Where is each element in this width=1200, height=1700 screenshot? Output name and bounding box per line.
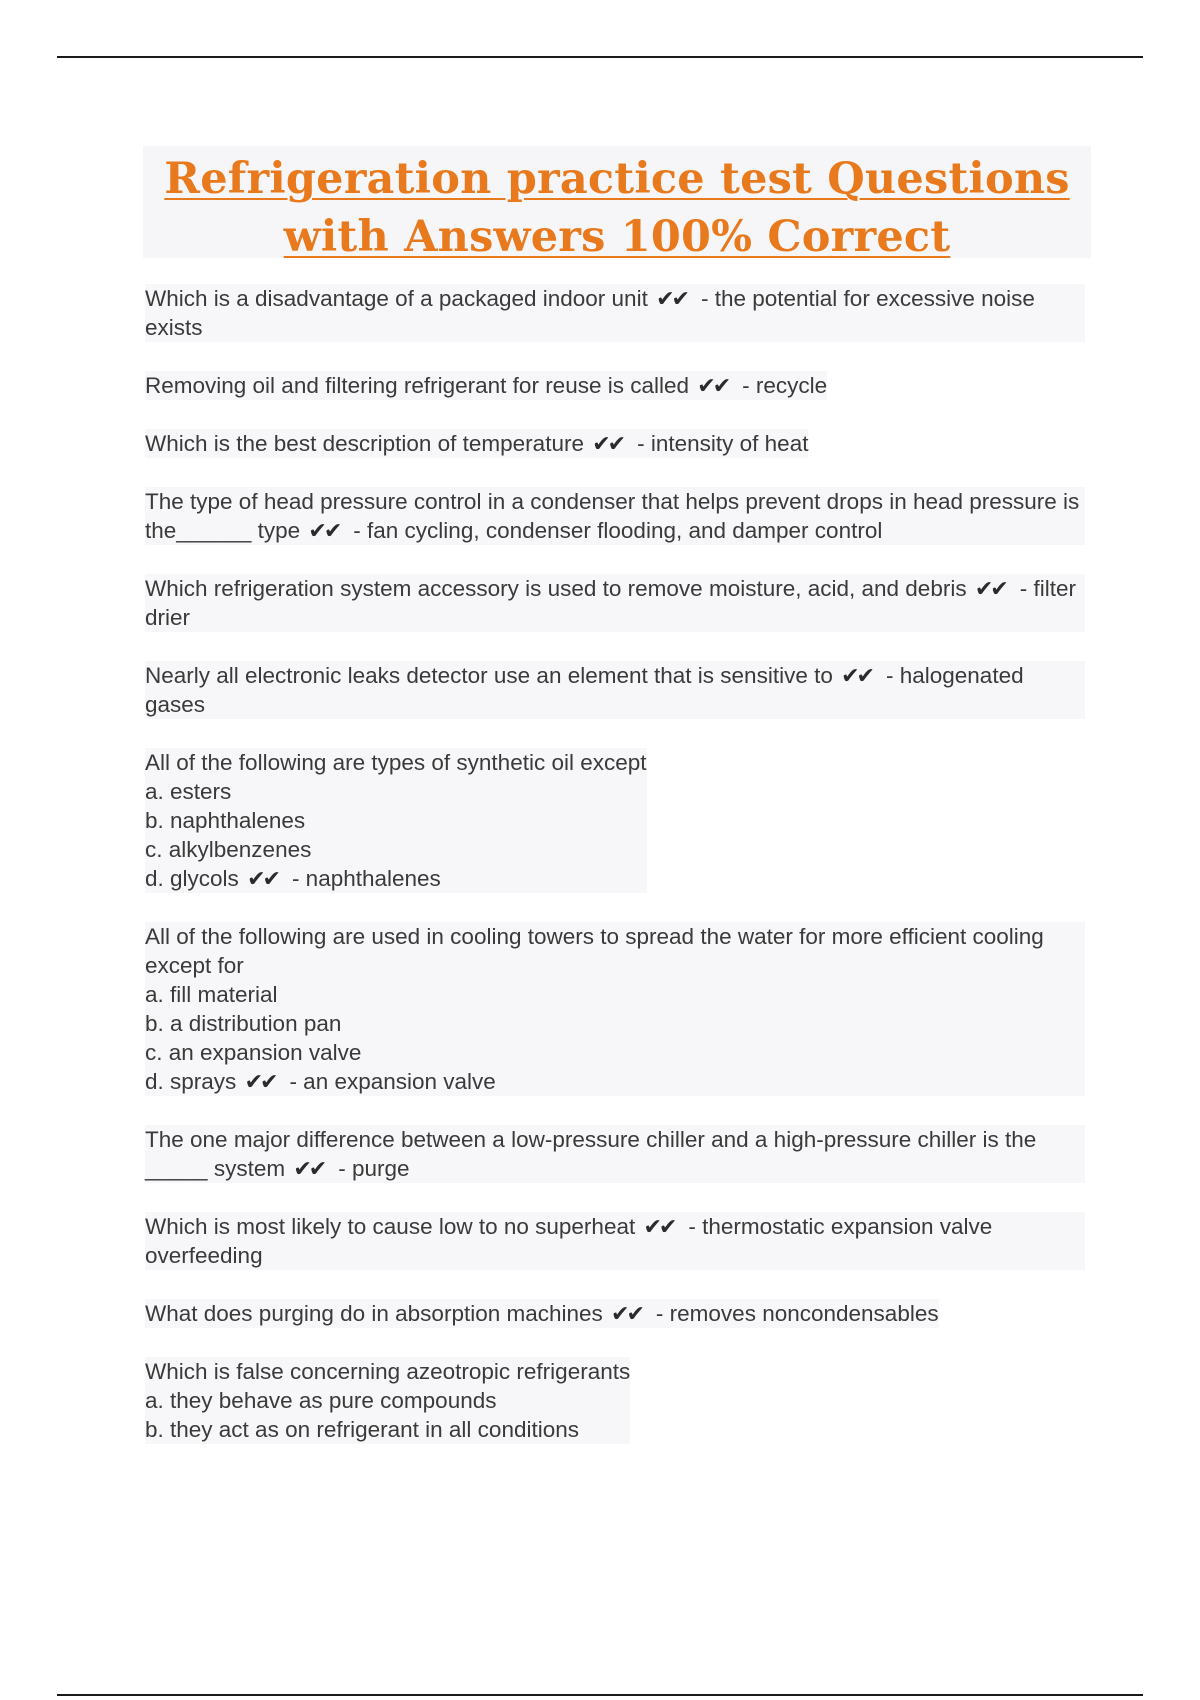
header-rule — [57, 56, 1143, 58]
double-check-mark-icon: ✔✔ — [592, 431, 624, 456]
question-label: What does purging do in absorption machines — [145, 1301, 603, 1326]
qa-item — [145, 661, 1085, 719]
option-text — [145, 1067, 1085, 1096]
answer-text: - intensity of heat — [637, 431, 809, 456]
question-label: Removing oil and filtering refrigerant for reuse is called — [145, 373, 690, 398]
qa-item — [145, 371, 827, 400]
qa-item — [145, 1125, 1085, 1183]
qa-item — [145, 574, 1085, 632]
option-label: d. glycols — [145, 866, 239, 891]
option-text — [145, 1038, 1085, 1067]
option-text — [145, 980, 1085, 1009]
title-banner — [143, 146, 1091, 262]
question-text — [145, 748, 647, 777]
qa-item — [145, 284, 1085, 342]
double-check-mark-icon: ✔✔ — [841, 663, 872, 688]
option-label: a. they behave as pure compounds — [145, 1388, 497, 1413]
answer-text: - halogenated gases — [145, 663, 1024, 717]
answer-text: - thermostatic expansion valve overfeeding — [145, 1214, 993, 1268]
answer-text: - removes noncondensables — [655, 1301, 939, 1326]
option-label: a. esters — [145, 779, 232, 804]
option-text — [145, 1386, 630, 1415]
qa-item — [145, 487, 1085, 545]
option-label: d. sprays — [145, 1069, 237, 1094]
question-label: Which refrigeration system accessory is used to remove moisture, acid, and debris — [145, 576, 967, 601]
qa-item — [145, 1357, 630, 1444]
question-label: All of the following are used in cooling towers to spread the water for more efficient cooling except for — [145, 924, 1044, 978]
question-text — [145, 429, 808, 458]
question-text — [145, 922, 1085, 980]
question-list — [145, 284, 1085, 1473]
double-check-mark-icon: ✔✔ — [643, 1214, 675, 1239]
double-check-mark-icon: ✔✔ — [247, 866, 278, 891]
option-label: b. they act as on refrigerant in all conditions — [145, 1417, 579, 1442]
option-label: b. a distribution pan — [145, 1011, 342, 1036]
double-check-mark-icon: ✔✔ — [293, 1156, 325, 1181]
question-text — [145, 574, 1085, 632]
qa-item — [145, 922, 1085, 1096]
qa-item — [145, 1299, 939, 1328]
question-text — [145, 1212, 1085, 1270]
qa-item — [145, 1212, 1085, 1270]
title-line-2: with Answers 100% Correct — [283, 212, 951, 262]
option-text — [145, 1009, 1085, 1038]
option-text — [145, 806, 647, 835]
title-line-1: Refrigeration practice test Questions — [164, 154, 1070, 204]
question-label: Which is the best description of temperature — [145, 431, 584, 456]
double-check-mark-icon: ✔✔ — [244, 1069, 276, 1094]
option-text — [145, 777, 647, 806]
option-text — [145, 835, 647, 864]
question-text — [145, 487, 1085, 545]
question-text — [145, 371, 827, 400]
option-label: c. alkylbenzenes — [145, 837, 312, 862]
answer-text: - filter drier — [145, 576, 1076, 630]
double-check-mark-icon: ✔✔ — [611, 1301, 642, 1326]
option-label: c. an expansion valve — [145, 1040, 362, 1065]
question-label: Which is false concerning azeotropic refrigerants — [145, 1359, 631, 1384]
option-label: b. naphthalenes — [145, 808, 306, 833]
answer-text: - the potential for excessive noise exists — [145, 286, 1035, 340]
option-text — [145, 864, 647, 893]
question-text — [145, 661, 1085, 719]
question-text — [145, 1357, 630, 1386]
question-text — [145, 1299, 939, 1328]
double-check-mark-icon: ✔✔ — [656, 286, 687, 311]
answer-text: - an expansion valve — [289, 1069, 496, 1094]
qa-item — [145, 748, 647, 893]
question-text — [145, 284, 1085, 342]
question-label: Which is most likely to cause low to no superheat — [145, 1214, 636, 1239]
answer-text: - purge — [338, 1156, 410, 1181]
question-label: Nearly all electronic leaks detector use an element that is sensitive to — [145, 663, 833, 688]
double-check-mark-icon: ✔✔ — [697, 373, 729, 398]
answer-text: - fan cycling, condenser flooding, and damper control — [353, 518, 883, 543]
document-title — [143, 146, 1091, 266]
question-label: All of the following are types of synthetic oil except — [145, 750, 647, 775]
double-check-mark-icon: ✔✔ — [974, 576, 1006, 601]
answer-text: - recycle — [742, 373, 828, 398]
option-text — [145, 1415, 630, 1444]
question-label: The one major difference between a low-pressure chiller and a high-pressure chiller is the _____ system — [145, 1127, 1037, 1181]
question-text — [145, 1125, 1085, 1183]
question-label: Which is a disadvantage of a packaged indoor unit — [145, 286, 648, 311]
answer-text: - naphthalenes — [291, 866, 441, 891]
double-check-mark-icon: ✔✔ — [308, 518, 340, 543]
question-label: The type of head pressure control in a condenser that helps prevent drops in head pressure is the______ type — [145, 489, 1080, 543]
option-label: a. fill material — [145, 982, 278, 1007]
qa-item — [145, 429, 808, 458]
footer-rule — [57, 1694, 1143, 1696]
